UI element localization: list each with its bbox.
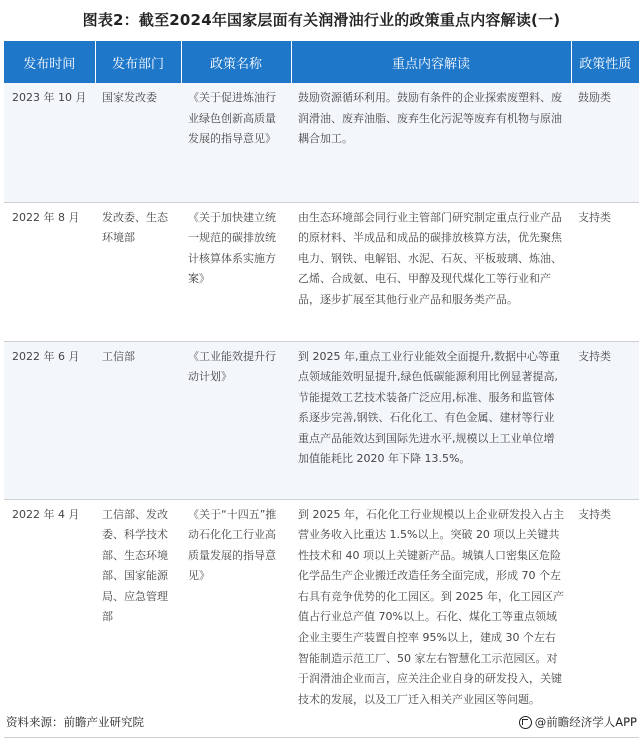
cell-date: 2022 年 6 月 [4,341,95,499]
table-row [4,202,639,341]
header-policy-name: 政策名称 [181,41,291,83]
header-key-content: 重点内容解读 [291,41,571,83]
page-title: 图表2：截至2024年国家层面有关润滑油行业的政策重点内容解读(一) [82,11,561,29]
table-row [4,83,639,202]
cell-policy-nature: 支持类 [571,499,639,737]
cell-date: 2023 年 10 月 [4,83,95,202]
cell-key-content: 由生态环境部会同行业主管部门研究制定重点行业产品的原材料、半成品和成品的碳排放核算方法，优先聚焦电力、钢铁、电解铝、水泥、石灰、平板玻璃、炼油、乙烯、合成氨、电石、甲醇及现代煤化工等行业和产品，逐步扩展至其他行业产品和服务类产品。 [291,202,571,341]
cell-date: 2022 年 8 月 [4,202,95,341]
cell-policy-nature: 鼓励类 [571,83,639,202]
brand-credit [519,714,637,730]
policy-table [4,41,639,738]
cell-policy-name: 《关于加快建立统一规范的碳排放统计核算体系实施方案》 [181,202,291,341]
cell-key-content: 到 2025 年,重点工业行业能效全面提升,数据中心等重点领域能效明显提升,绿色低碳能源利用比例显著提高,节能提效工艺技术装备广泛应用,标准、服务和监管体系逐步完善,钢铁、石化化工、有色金属、建材等行业重点产品能效达到国际先进水平,规模以上工业单位增加值能耗比 2020 年下降 13.5%。 [291,341,571,499]
table-header-row [4,41,639,83]
header-date: 发布时间 [4,41,95,83]
source-note: 资料来源：前瞻产业研究院 [6,715,144,729]
cell-date: 2022 年 4 月 [4,499,95,737]
table-row [4,499,639,737]
qianzhan-logo-icon [519,716,532,729]
brand-label: @前瞻经济学人APP [534,715,637,729]
cell-department: 工信部、发改委、科学技术部、生态环境部、国家能源局、应急管理部 [95,499,181,737]
cell-department: 国家发改委 [95,83,181,202]
cell-key-content: 到 2025 年，石化化工行业规模以上企业研发投入占主营业务收入比重达 1.5%以上。突破 20 项以上关键共性技术和 40 项以上关键新产品。城镇人口密集区危险化学品生产企业搬迁改造任务全面完成，形成 70 个左右具有竞争优势的化工园区。到 2025 年，化工园区产值占行业总产值 70%以上。石化、煤化工等重点领域企业主要生产装置自控率 95%以上，建成 30 个左右智能制造示范工厂、50 家左右智慧化工示范园区。对于润滑油企业而言，应关注企业自身的研发投入，关键技术的发展，以及工厂迁入相关产业园区等问题。 [291,499,571,737]
cell-policy-name: 《工业能效提升行动计划》 [181,341,291,499]
cell-key-content: 鼓励资源循环利用。鼓励有条件的企业探索废塑料、废润滑油、废弃油脂、废弃生化污泥等废弃有机物与原油耦合加工。 [291,83,571,202]
cell-policy-nature: 支持类 [571,341,639,499]
header-department: 发布部门 [95,41,181,83]
cell-policy-nature: 支持类 [571,202,639,341]
table-row [4,341,639,499]
header-policy-nature: 政策性质 [571,41,639,83]
cell-policy-name: 《关于促进炼油行业绿色创新高质量发展的指导意见》 [181,83,291,202]
cell-policy-name: 《关于“十四五”推动石化化工行业高质量发展的指导意见》 [181,499,291,737]
cell-department: 工信部 [95,341,181,499]
cell-department: 发改委、生态环境部 [95,202,181,341]
